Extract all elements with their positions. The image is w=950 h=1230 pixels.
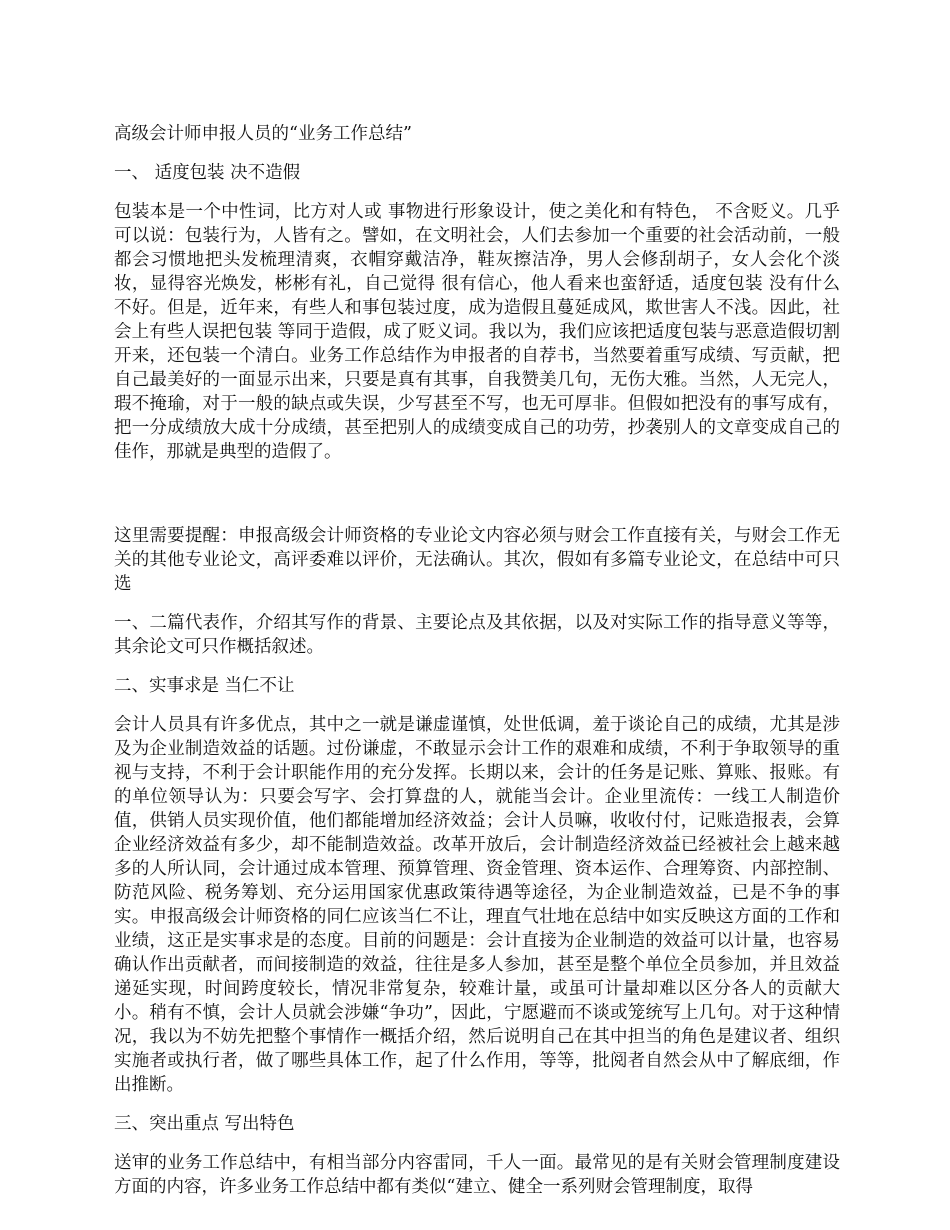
section-3-paragraph-1: 送审的业务工作总结中，有相当部分内容雷同，千人一面。最常见的是有关财会管理制度建设方面的内容，许多业务工作总结中都有类似“建立、健全一系列财会管理制度，取得: [114, 1153, 840, 1197]
section-1-paragraph-1: 包装本是一个中性词，比方对人或 事物进行形象设计，使之美化和有特色， 不含贬义。几乎可以说：包装行为，人皆有之。譬如，在文明社会，人们去参加一个重要的社会活动前，一般都会习惯地把头发梳理清爽，衣帽穿戴洁净，鞋灰擦洁净，男人会修刮胡子，女人会化个淡妆，显得容光焕发，彬彬有礼，自己觉得 很有信心，他人看来也蛮舒适，适度包装 没有什么不好。但是，近年来，有些人和事包装过度，成为造假且蔓延成风，欺世害人不浅。因此，社会上有些人误把包装 等同于造假，成了贬义词。我以为，我们应该把适度包装与恶意造假切割开来，还包装一个清白。业务工作总结作为申报者的自荐书，当然要着重写成绩、写贡献，把自己最美好的一面显示出来，只要是真有其事，自我赞美几句，无伤大雅。当然，人无完人，瑕不掩瑜，对于一般的缺点或失误，少写甚至不写，也无可厚非。但假如把没有的事写成有，把一分成绩放大成十分成绩，甚至把别人的成绩变成自己的功劳，抄袭别人的文章变成自己的佳作，那就是典型的造假了。: [114, 202, 840, 462]
section-heading-1: 一、 适度包装 决不造假: [114, 163, 301, 183]
section-1-paragraph-3: 一、二篇代表作，介绍其写作的背景、主要论点及其依据，以及对实际工作的指导意义等等，其余论文可只作概括叙述。: [114, 613, 840, 657]
section-2-paragraph-1: 会计人员具有许多优点，其中之一就是谦虚谨慎，处世低调，羞于谈论自己的成绩，尤其是涉及为企业制造效益的话题。过份谦虚，不敢显示会计工作的艰难和成绩，不利于争取领导的重视与支持，不利于会计职能作用的充分发挥。长期以来，会计的任务是记账、算账、报账。有的单位领导认为：只要会写字、会打算盘的人，就能当会计。企业里流传：一线工人制造价值，供销人员实现价值，他们都能增加经济效益；会计人员嘛，收收付付，记账造报表，会算企业经济效益有多少，却不能制造效益。改革开放后，会计制造经济效益已经被社会上越来越多的人所认同，会计通过成本管理、预算管理、资金管理、资本运作、合理筹资、内部控制、防范风险、税务筹划、充分运用国家优惠政策待遇等途径，为企业制造效益，已是不争的事实。申报高级会计师资格的同仁应该当仁不让，理直气壮地在总结中如实反映这方面的工作和业绩，这正是实事求是的态度。目前的问题是：会计直接为企业制造的效益可以计量，也容易确认作出贡献者，而间接制造的效益，往往是多人参加，甚至是整个单位全员参加，并且效益递延实现，时间跨度较长，情况非常复杂，较难计量，或虽可计量却难以区分各人的贡献大小。稍有不慎，会计人员就会涉嫌“争功”，因此，宁愿避而不谈或笼统写上几句。对于这种情况，我以为不妨先把整个事情作一概括介绍，然后说明自己在其中担当的角色是建议者、组织实施者或执行者，做了哪些具体工作，起了什么作用，等等，批阅者自然会从中了解底细，作出推断。: [114, 715, 840, 1095]
document-title: 高级会计师申报人员的“业务工作总结”: [114, 124, 412, 144]
section-heading-3: 三、突出重点 写出特色: [114, 1114, 295, 1134]
section-1-paragraph-2: 这里需要提醒：申报高级会计师资格的专业论文内容必须与财会工作直接有关，与财会工作无关的其他专业论文，高评委难以评价，无法确认。其次，假如有多篇专业论文，在总结中可只选: [114, 526, 840, 594]
section-heading-2: 二、实事求是 当仁不让: [114, 676, 295, 696]
document-page: [114, 122, 840, 1214]
blank-gap: [114, 479, 840, 524]
